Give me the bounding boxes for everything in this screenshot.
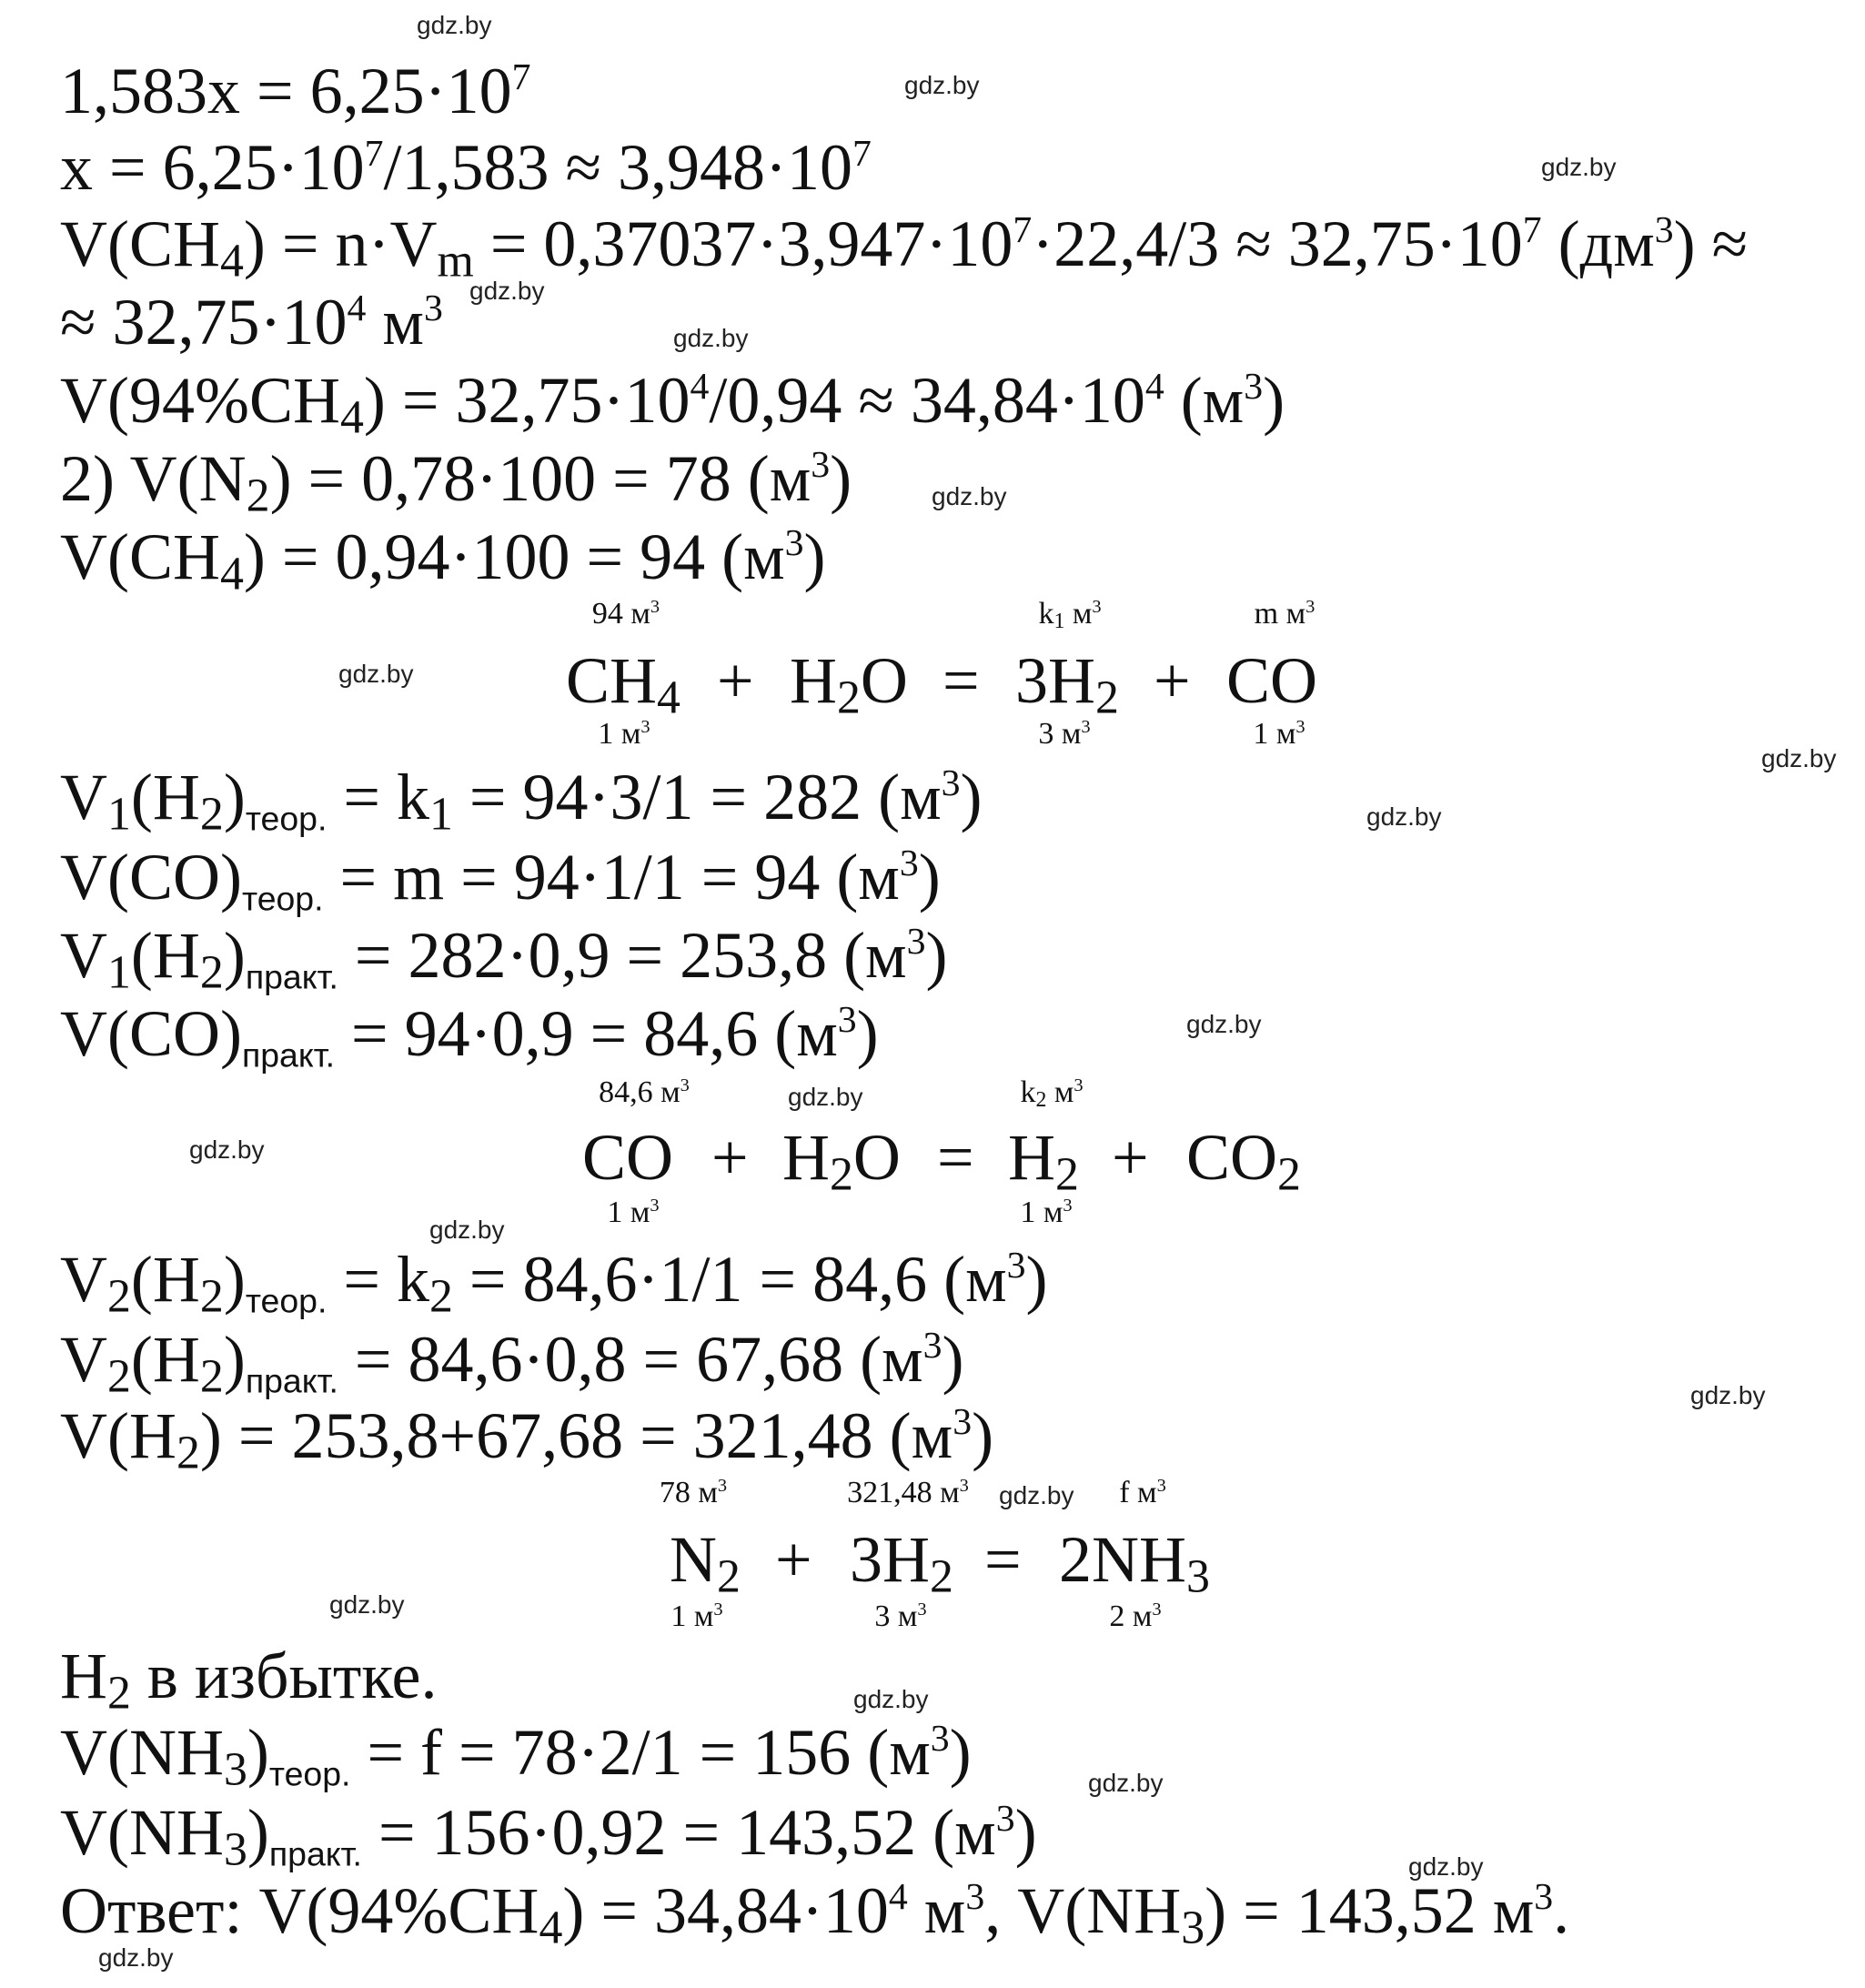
text: = 94·0,9 = 84,6 (м bbox=[335, 997, 838, 1070]
text: ) bbox=[960, 761, 983, 833]
subscript: 2 bbox=[199, 788, 224, 841]
subscript: практ. bbox=[245, 957, 338, 996]
text: ) bbox=[223, 1323, 246, 1396]
reaction-2-below-co bbox=[607, 1197, 659, 1228]
reaction-3-below-n2 bbox=[670, 1601, 722, 1632]
subscript: 2 bbox=[107, 1667, 131, 1720]
subscript: 4 bbox=[539, 1902, 563, 1954]
reaction-3-above-h2 bbox=[847, 1475, 969, 1509]
reaction-1-term-h2o bbox=[790, 644, 908, 724]
subscript: 2 bbox=[199, 1270, 224, 1323]
text: ) = 0,94·100 = 94 (м bbox=[243, 520, 785, 593]
subscript: 1 bbox=[428, 788, 453, 841]
subscript: 2 bbox=[176, 1427, 200, 1479]
subscript: 4 bbox=[220, 548, 244, 600]
text: V(94%CH bbox=[60, 364, 340, 437]
reaction-3-above-n2 bbox=[659, 1475, 728, 1509]
text: ) = 34,84·10 bbox=[562, 1874, 889, 1947]
subscript: 2 bbox=[107, 1270, 131, 1323]
reaction-2-term-h2 bbox=[1008, 1121, 1079, 1201]
text: /0,94 ≈ 34,84·10 bbox=[709, 364, 1145, 437]
reaction-3-below-nh3 bbox=[1109, 1601, 1161, 1632]
text: Ответ: V(94%CH bbox=[60, 1874, 539, 1947]
exponent: 3 bbox=[906, 921, 926, 964]
subscript: 3 bbox=[223, 1743, 247, 1796]
text: = 156·0,92 = 143,52 (м bbox=[361, 1796, 996, 1869]
formula: 3H bbox=[850, 1523, 930, 1596]
answer-line bbox=[60, 1874, 1570, 1954]
reaction-3-term-3h2 bbox=[850, 1523, 953, 1603]
reaction-1-above-co bbox=[1254, 596, 1316, 631]
formula: H bbox=[782, 1121, 830, 1194]
text: ) bbox=[223, 1243, 246, 1316]
annotation: m м bbox=[1254, 597, 1306, 631]
subscript: 2 bbox=[1095, 671, 1119, 724]
exponent: 3 bbox=[959, 1475, 969, 1496]
text: H bbox=[60, 1640, 107, 1712]
reaction-3-term-2nh3 bbox=[1059, 1523, 1210, 1603]
annotation: 1 м bbox=[607, 1196, 650, 1229]
exponent: 3 bbox=[650, 596, 660, 617]
formula: 2NH bbox=[1059, 1523, 1186, 1596]
text: V bbox=[60, 1323, 107, 1396]
text: = 94·3/1 = 282 (м bbox=[452, 761, 942, 833]
text: ) bbox=[972, 1399, 994, 1472]
text: V bbox=[60, 919, 107, 992]
reaction-1-plus-1: + bbox=[717, 644, 754, 717]
text: ) bbox=[1025, 1243, 1048, 1316]
annotation: 1 м bbox=[598, 717, 641, 751]
reaction-1-above-h2 bbox=[1038, 596, 1102, 633]
reaction-1-below-co bbox=[1253, 716, 1306, 751]
reaction-2-plus-2: + bbox=[1112, 1121, 1149, 1194]
text: = k bbox=[327, 761, 429, 833]
formula: O bbox=[860, 644, 908, 717]
subscript: практ. bbox=[268, 1834, 362, 1873]
text: ) bbox=[942, 1323, 964, 1396]
subscript: 2 bbox=[199, 946, 224, 999]
annotation: k bbox=[1038, 597, 1054, 631]
exponent: 3 bbox=[899, 843, 919, 885]
watermark: gdz.by bbox=[429, 1216, 505, 1244]
exponent: 3 bbox=[1092, 596, 1102, 617]
text: ·22,4/3 ≈ 32,75·10 bbox=[1032, 207, 1523, 280]
text: ≈ 32,75·10 bbox=[60, 286, 348, 358]
calc-line-13 bbox=[60, 1323, 964, 1403]
exponent: 3 bbox=[1063, 1195, 1073, 1216]
exponent: 7 bbox=[852, 133, 872, 176]
watermark: gdz.by bbox=[853, 1685, 929, 1713]
subscript: 3 bbox=[223, 1823, 247, 1876]
calc-line-5 bbox=[60, 364, 1285, 444]
annotation: f м bbox=[1119, 1476, 1157, 1509]
annotation: 321,48 м bbox=[847, 1476, 960, 1509]
exponent: 3 bbox=[1006, 1245, 1026, 1287]
reaction-2-below-h2 bbox=[1020, 1197, 1072, 1228]
reaction-1-term-co: CO bbox=[1226, 644, 1318, 717]
text: ) bbox=[247, 1716, 269, 1789]
exponent: 3 bbox=[1074, 1075, 1084, 1095]
subscript: 1 bbox=[107, 788, 131, 841]
exponent: 3 bbox=[941, 762, 961, 805]
annotation: 94 м bbox=[591, 597, 650, 631]
subscript: 4 bbox=[220, 235, 244, 288]
annotation: 78 м bbox=[659, 1476, 718, 1509]
subscript: 2 bbox=[830, 1148, 853, 1201]
subscript: 1 bbox=[1053, 609, 1065, 633]
annotation: 2 м bbox=[1109, 1599, 1153, 1633]
text: в избытке. bbox=[130, 1640, 438, 1712]
exponent: 3 bbox=[922, 1325, 943, 1367]
exponent: 3 bbox=[953, 1401, 973, 1444]
subscript: 1 bbox=[107, 946, 131, 999]
exponent: 3 bbox=[1295, 716, 1306, 737]
exponent: 3 bbox=[1306, 596, 1316, 617]
text: = 84,6·0,8 = 67,68 (м bbox=[338, 1323, 923, 1396]
text: V(CO) bbox=[60, 841, 242, 913]
exponent: 3 bbox=[917, 1599, 927, 1620]
calc-line-7 bbox=[60, 520, 826, 600]
text: ) bbox=[949, 1716, 972, 1789]
calc-line-1 bbox=[60, 55, 531, 127]
text: (м bbox=[1164, 364, 1245, 437]
exponent: 3 bbox=[1244, 366, 1264, 409]
watermark: gdz.by bbox=[417, 11, 492, 39]
watermark: gdz.by bbox=[788, 1083, 863, 1111]
text: = 282·0,9 = 253,8 (м bbox=[338, 919, 907, 992]
text: 1,583x = 6,25·10 bbox=[60, 55, 512, 127]
text: ) bbox=[1263, 364, 1285, 437]
subscript: 2 bbox=[1277, 1148, 1301, 1201]
subscript: 2 bbox=[199, 1350, 224, 1403]
reaction-1-below-ch4 bbox=[598, 716, 650, 751]
watermark: gdz.by bbox=[904, 71, 980, 99]
exponent: 3 bbox=[1081, 716, 1091, 737]
annotation: 84,6 м bbox=[599, 1075, 680, 1109]
calc-line-10 bbox=[60, 919, 948, 999]
exponent: 3 bbox=[1534, 1876, 1554, 1919]
text: ) ≈ bbox=[1673, 207, 1749, 280]
exponent: 4 bbox=[347, 288, 367, 330]
annotation: м bbox=[1064, 597, 1093, 631]
watermark: gdz.by bbox=[1690, 1381, 1766, 1409]
reaction-1-term-ch4 bbox=[566, 644, 680, 724]
reaction-3-term-n2 bbox=[670, 1523, 741, 1603]
text: V(H bbox=[60, 1399, 176, 1472]
text: V(NH bbox=[60, 1796, 224, 1869]
reaction-2-above-co bbox=[599, 1077, 690, 1108]
formula: H bbox=[790, 644, 837, 717]
text: ) bbox=[803, 520, 826, 593]
exponent: 3 bbox=[713, 1599, 723, 1620]
text: V(CH bbox=[60, 207, 220, 280]
watermark: gdz.by bbox=[1088, 1769, 1164, 1797]
text: ) bbox=[925, 919, 948, 992]
subscript: 2 bbox=[107, 1350, 131, 1403]
exponent: 3 bbox=[680, 1075, 690, 1095]
subscript: теор. bbox=[268, 1754, 351, 1793]
exponent: 7 bbox=[1013, 209, 1033, 252]
reaction-2-term-co2 bbox=[1186, 1121, 1301, 1201]
reaction-2-equals: = bbox=[937, 1121, 974, 1194]
text: V bbox=[60, 761, 107, 833]
watermark: gdz.by bbox=[673, 324, 749, 352]
reaction-3-below-h2 bbox=[874, 1601, 926, 1632]
subscript: 2 bbox=[837, 671, 861, 724]
annotation: 1 м bbox=[1253, 717, 1296, 751]
watermark: gdz.by bbox=[329, 1590, 405, 1619]
text: ) bbox=[223, 761, 246, 833]
watermark: gdz.by bbox=[98, 1943, 174, 1972]
exponent: 3 bbox=[784, 522, 804, 565]
text: м bbox=[366, 286, 424, 358]
calc-line-8 bbox=[60, 761, 983, 841]
subscript: теор. bbox=[241, 879, 324, 918]
exponent: 3 bbox=[640, 716, 650, 737]
exponent: 7 bbox=[364, 133, 384, 176]
text: (дм bbox=[1541, 207, 1655, 280]
watermark: gdz.by bbox=[469, 277, 545, 305]
annotation: k bbox=[1020, 1075, 1036, 1109]
calc-line-15 bbox=[60, 1640, 438, 1720]
reaction-1-plus-2: + bbox=[1154, 644, 1191, 717]
reaction-1-term-3h2 bbox=[1015, 644, 1119, 724]
exponent: 3 bbox=[1156, 1475, 1166, 1496]
watermark: gdz.by bbox=[1541, 153, 1617, 181]
text: (H bbox=[130, 1243, 200, 1316]
watermark: gdz.by bbox=[1186, 1010, 1262, 1038]
formula: H bbox=[1008, 1121, 1055, 1194]
exponent: 3 bbox=[965, 1876, 985, 1919]
watermark: gdz.by bbox=[1408, 1852, 1484, 1881]
reaction-1-equals: = bbox=[943, 644, 980, 717]
reaction-3-plus: + bbox=[775, 1523, 812, 1596]
exponent: 3 bbox=[1654, 209, 1674, 252]
text: (H bbox=[130, 761, 200, 833]
calc-line-2 bbox=[60, 131, 872, 204]
text: V bbox=[60, 1243, 107, 1316]
watermark: gdz.by bbox=[189, 1135, 265, 1164]
subscript: 4 bbox=[339, 391, 364, 444]
text: ) bbox=[830, 442, 852, 515]
formula: N bbox=[670, 1523, 717, 1596]
text: = m = 94·1/1 = 94 (м bbox=[323, 841, 900, 913]
reaction-2-term-co: CO bbox=[582, 1121, 674, 1194]
text: ) bbox=[856, 997, 879, 1070]
text: = f = 78·2/1 = 156 (м bbox=[350, 1716, 931, 1789]
text: ) = n·V bbox=[243, 207, 438, 280]
exponent: 7 bbox=[1522, 209, 1542, 252]
calc-line-6 bbox=[60, 442, 852, 522]
exponent: 3 bbox=[717, 1475, 728, 1496]
text: 2) V(N bbox=[60, 442, 247, 515]
text: V(CH bbox=[60, 520, 220, 593]
text: ) bbox=[1014, 1796, 1037, 1869]
exponent: 3 bbox=[930, 1718, 950, 1761]
calc-line-9 bbox=[60, 841, 941, 918]
exponent: 4 bbox=[888, 1876, 908, 1919]
subscript: практ. bbox=[245, 1361, 338, 1400]
text: ) = 143,52 м bbox=[1205, 1874, 1535, 1947]
formula: 3H bbox=[1015, 644, 1095, 717]
reaction-2-plus-1: + bbox=[711, 1121, 749, 1194]
exponent: 3 bbox=[423, 288, 443, 330]
exponent: 3 bbox=[650, 1195, 660, 1216]
subscript: 3 bbox=[1186, 1550, 1210, 1603]
annotation: 1 м bbox=[1020, 1196, 1064, 1229]
exponent: 4 bbox=[690, 366, 710, 409]
calc-line-12 bbox=[60, 1243, 1048, 1323]
subscript: 3 bbox=[1181, 1902, 1205, 1954]
text: ) bbox=[223, 919, 246, 992]
subscript: m bbox=[437, 235, 474, 288]
reaction-1-above-ch4 bbox=[591, 596, 660, 631]
annotation: м bbox=[1046, 1075, 1074, 1109]
text: ) = 0,78·100 = 78 (м bbox=[269, 442, 812, 515]
formula: CH bbox=[566, 644, 658, 717]
text: (H bbox=[130, 1323, 200, 1396]
subscript: 2 bbox=[246, 469, 270, 522]
text: V(NH bbox=[60, 1716, 224, 1789]
subscript: 4 bbox=[657, 671, 680, 724]
watermark: gdz.by bbox=[999, 1481, 1074, 1509]
watermark: gdz.by bbox=[1366, 802, 1442, 831]
text: ) = 253,8+67,68 = 321,48 (м bbox=[199, 1399, 953, 1472]
subscript: 2 bbox=[717, 1550, 741, 1603]
calc-line-17 bbox=[60, 1796, 1037, 1876]
subscript: теор. bbox=[245, 1281, 328, 1320]
text: ) bbox=[247, 1796, 269, 1869]
exponent: 3 bbox=[811, 444, 831, 487]
exponent: 7 bbox=[511, 56, 531, 99]
calc-line-11 bbox=[60, 997, 879, 1075]
annotation: 3 м bbox=[874, 1599, 918, 1633]
formula: CO bbox=[1186, 1121, 1278, 1194]
annotation: 1 м bbox=[670, 1599, 714, 1633]
calc-line-4 bbox=[60, 286, 443, 358]
reaction-3-equals: = bbox=[984, 1523, 1022, 1596]
watermark: gdz.by bbox=[1761, 744, 1837, 772]
watermark: gdz.by bbox=[932, 482, 1007, 510]
text: x = 6,25·10 bbox=[60, 131, 365, 204]
formula: O bbox=[852, 1121, 901, 1194]
text: = 0,37037·3,947·10 bbox=[473, 207, 1013, 280]
reaction-2-above-h2 bbox=[1020, 1075, 1084, 1112]
text: м bbox=[907, 1874, 966, 1947]
annotation: 3 м bbox=[1038, 717, 1082, 751]
exponent: 3 bbox=[995, 1798, 1015, 1841]
text: (H bbox=[130, 919, 200, 992]
exponent: 3 bbox=[1152, 1599, 1162, 1620]
subscript: 2 bbox=[1055, 1148, 1079, 1201]
reaction-3-above-nh3 bbox=[1119, 1475, 1166, 1509]
text: , V(NH bbox=[984, 1874, 1182, 1947]
exponent: 3 bbox=[837, 999, 857, 1042]
text: = k bbox=[327, 1243, 429, 1316]
subscript: 2 bbox=[930, 1550, 953, 1603]
text: V(CO) bbox=[60, 997, 242, 1070]
text: = 84,6·1/1 = 84,6 (м bbox=[452, 1243, 1007, 1316]
calc-line-3 bbox=[60, 207, 1749, 288]
calc-line-16 bbox=[60, 1716, 972, 1796]
subscript: 2 bbox=[428, 1270, 453, 1323]
subscript: практ. bbox=[241, 1035, 336, 1075]
watermark: gdz.by bbox=[338, 660, 414, 688]
text: ) bbox=[918, 841, 941, 913]
text: ) = 32,75·10 bbox=[363, 364, 691, 437]
reaction-2-term-h2o bbox=[782, 1121, 901, 1201]
text: . bbox=[1553, 1874, 1570, 1947]
reaction-1-below-h2 bbox=[1038, 716, 1091, 751]
exponent: 4 bbox=[1144, 366, 1164, 409]
subscript: 2 bbox=[1035, 1087, 1047, 1112]
text: /1,583 ≈ 3,948·10 bbox=[383, 131, 852, 204]
calc-line-14 bbox=[60, 1399, 994, 1479]
subscript: теор. bbox=[245, 799, 328, 838]
